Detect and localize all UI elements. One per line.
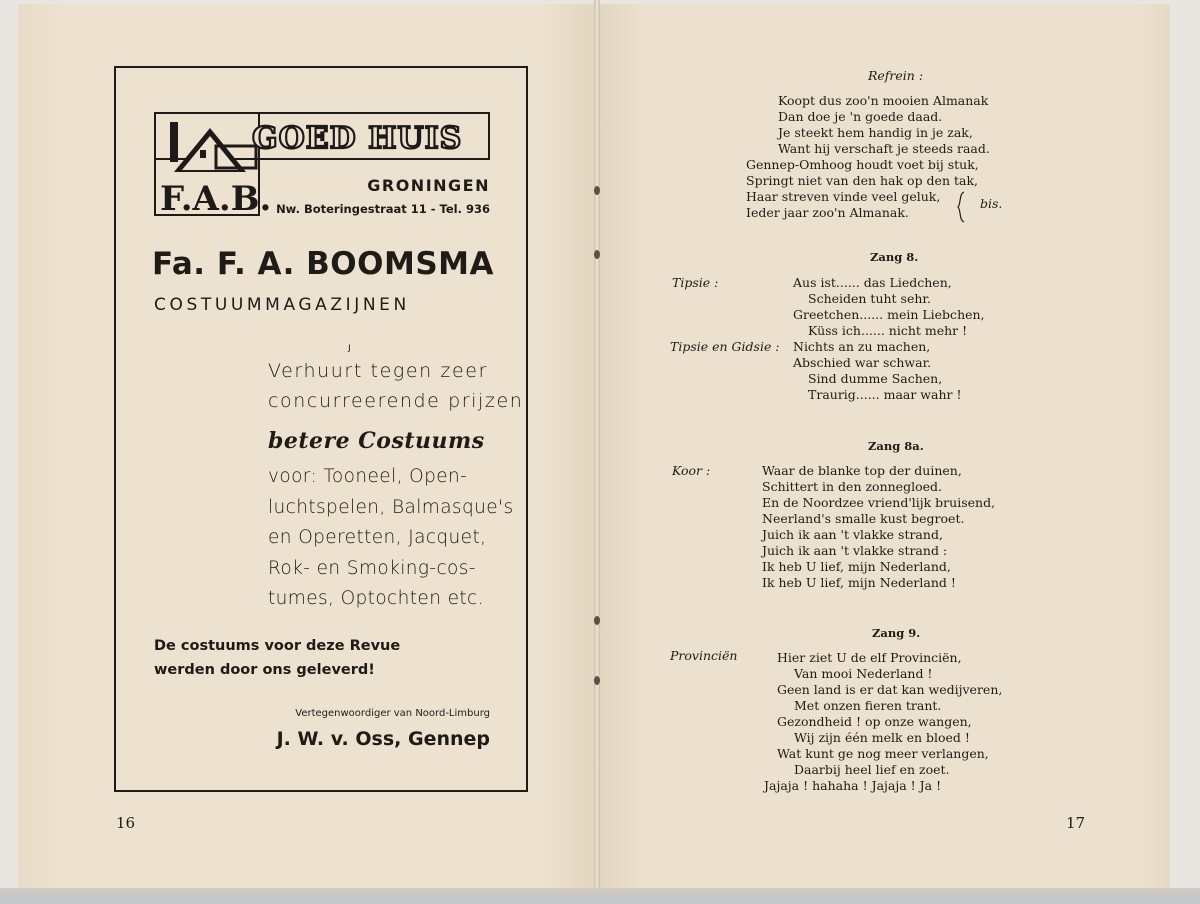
zang8-line: Sind dumme Sachen, (808, 371, 943, 386)
refrein-line: Want hij verschaft je steeds raad. (778, 141, 990, 156)
zang8a-line: Waar de blanke top der duinen, (762, 463, 962, 478)
tagline: betere Costuums (268, 428, 485, 454)
uses-line: tumes, Optochten etc. (268, 588, 484, 609)
city: GRONINGEN (367, 176, 490, 195)
uses-line: voor: Tooneel, Open- (268, 466, 468, 487)
book-gutter (594, 0, 600, 904)
binding-stitch (594, 186, 600, 195)
delivered-line: De costuums voor deze Revue (154, 638, 401, 654)
zang8-heading: Zang 8. (870, 250, 919, 264)
refrein-line: Springt niet van den hak op den tak, (746, 173, 978, 188)
uses-line: Rok- en Smoking-cos- (268, 557, 476, 579)
uses-text (268, 462, 514, 615)
refrein-line: Dan doe je 'n goede daad. (778, 109, 943, 124)
uses-line: en Operetten, Jacquet, (268, 527, 487, 548)
rent-line: concurreerende prijzen (268, 390, 524, 412)
zang8-line: Abschied war schwar. (793, 355, 932, 370)
bis-label: bis. (980, 196, 1003, 211)
uses-line: luchtspelen, Balmasque's (268, 496, 514, 518)
goed-huis-logo (154, 112, 490, 216)
zang9-line: Wij zijn één melk en bloed ! (794, 730, 970, 745)
zang8a-line: Juich ik aan 't vlakke strand : (762, 543, 948, 558)
zang8a-line: Schittert in den zonnegloed. (762, 479, 942, 494)
zang8-line: Nichts an zu machen, (793, 339, 931, 354)
page-number-right: 17 (1066, 814, 1086, 832)
zang8-speaker: Tipsie : (672, 275, 719, 290)
zang8a-line: Ik heb U lief, mijn Nederland ! (762, 575, 956, 590)
scan-background (0, 888, 1200, 904)
zang8-line: Küss ich...... nicht mehr ! (808, 323, 968, 338)
ink-mark: ȷ (348, 342, 351, 353)
zang8a-line: Juich ik aan 't vlakke strand, (762, 527, 943, 542)
zang9-line: Jajaja ! hahaha ! Jajaja ! Ja ! (764, 778, 942, 793)
page-number-left: 16 (116, 814, 136, 832)
zang8-line: Greetchen...... mein Liebchen, (793, 307, 985, 322)
zang8-speaker: Tipsie en Gidsie : (670, 339, 780, 354)
zang9-line: Van mooi Nederland ! (794, 666, 933, 681)
zang9-line: Gezondheid ! op onze wangen, (777, 714, 972, 729)
binding-stitch (594, 250, 600, 259)
zang8a-heading: Zang 8a. (868, 439, 924, 453)
zang9-line: Wat kunt ge nog meer verlangen, (777, 746, 989, 761)
refrein-line: Ieder jaar zoo'n Almanak. (746, 205, 909, 220)
zang9-speaker: Provinciën (670, 648, 738, 663)
bis-brace (955, 190, 967, 224)
logo-text-main: GOED HUIS (252, 121, 463, 156)
delivered-note (154, 634, 400, 682)
zang8a-line: Neerland's smalle kust begroet. (762, 511, 965, 526)
refrein-line: Je steekt hem handig in je zak, (778, 125, 973, 140)
refrein-line: Haar streven vinde veel geluk, (746, 189, 941, 204)
binding-stitch (594, 676, 600, 685)
refrein-line: Gennep-Omhoog houdt voet bij stuk, (746, 157, 979, 172)
zang8a-line: Ik heb U lief, mijn Nederland, (762, 559, 951, 574)
zang9-line: Daarbij heel lief en zoet. (794, 762, 950, 777)
firm-name: Fa. F. A. BOOMSMA (152, 246, 495, 282)
rent-text (268, 356, 523, 416)
refrein-heading: Refrein : (868, 68, 924, 83)
address: Nw. Boteringestraat 11 - Tel. 936 (276, 202, 490, 216)
zang8-line: Scheiden tuht sehr. (808, 291, 931, 306)
zang9-line: Hier ziet U de elf Provinciën, (777, 650, 962, 665)
logo-text-initials: F.A.B. (160, 179, 272, 216)
representative-name: J. W. v. Oss, Gennep (276, 728, 490, 750)
zang8a-speaker: Koor : (672, 463, 711, 478)
zang8a-line: En de Noordzee vriend'lijk bruisend, (762, 495, 996, 510)
zang8-line: Aus ist...... das Liedchen, (793, 275, 952, 290)
zang8-line: Traurig...... maar wahr ! (808, 387, 962, 402)
rent-line: Verhuurt tegen zeer (268, 360, 488, 382)
trade-line: COSTUUMMAGAZIJNEN (154, 295, 410, 315)
representative-label: Vertegenwoordiger van Noord-Limburg (295, 708, 490, 719)
zang9-line: Geen land is er dat kan wedijveren, (777, 682, 1003, 697)
binding-stitch (594, 616, 600, 625)
zang9-line: Met onzen fieren trant. (794, 698, 942, 713)
delivered-line: werden door ons geleverd! (154, 662, 375, 678)
advertisement-box (114, 66, 528, 792)
zang9-heading: Zang 9. (872, 626, 921, 640)
refrein-line: Koopt dus zoo'n mooien Almanak (778, 93, 989, 108)
